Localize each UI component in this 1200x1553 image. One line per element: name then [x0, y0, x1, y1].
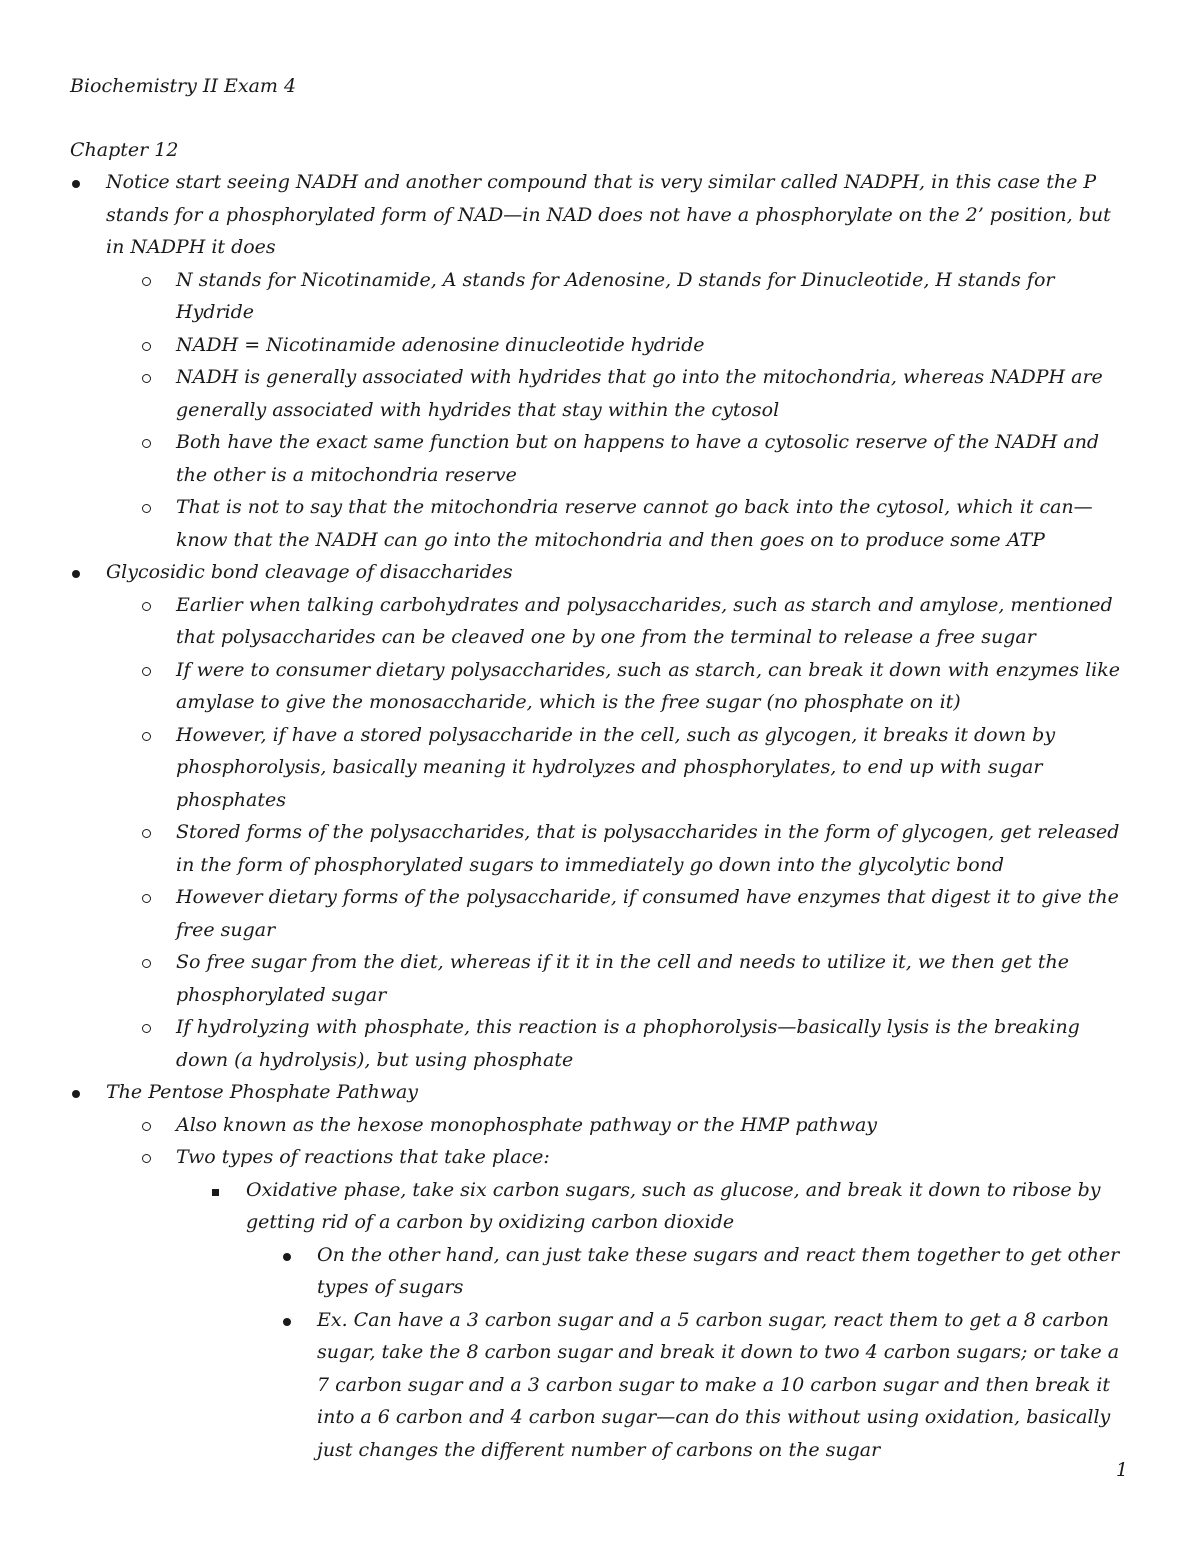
list-item-text: Oxidative phase, take six carbon sugars, such as glucose, and break it down to ribose by getting rid of a carbon by oxidizing carbon dioxide — [246, 1178, 1101, 1233]
bullet-icon — [72, 166, 80, 199]
list-item-text: However dietary forms of the polysaccharide, if consumed have enzymes that digest it to give the free sugar — [176, 886, 1119, 941]
circle-bullet-icon — [142, 1141, 151, 1174]
list-item — [106, 166, 1128, 264]
list-item-text: N stands for Nicotinamide, A stands for Adenosine, D stands for Dinucleotide, H stands for Hydride — [176, 268, 1055, 323]
list-item — [176, 491, 1128, 556]
list-item-text: The Pentose Phosphate Pathway — [106, 1081, 419, 1103]
bullet-icon — [283, 1239, 291, 1272]
circle-bullet-icon — [142, 329, 151, 362]
circle-bullet-icon — [142, 264, 151, 297]
circle-bullet-icon — [142, 881, 151, 914]
list-item-text: Also known as the hexose monophosphate pathway or the HMP pathway — [176, 1113, 878, 1136]
list-item — [176, 361, 1128, 426]
list-item-text: On the other hand, can just take these sugars and react them together to get other types of sugars — [317, 1243, 1120, 1298]
list-item-text: Two types of reactions that take place: — [176, 1146, 550, 1168]
list-item-text: However, if have a stored polysaccharide in the cell, such as glycogen, it breaks it down by phosphorolysis, basically meaning it hydrolyzes and phosphorylates, to end up with sugar phosphates — [176, 723, 1056, 811]
list-item — [246, 1174, 1128, 1239]
list-item — [106, 1076, 1128, 1109]
list-item — [176, 881, 1128, 946]
list-item — [176, 1011, 1128, 1076]
bullet-icon — [72, 556, 80, 589]
list-item — [106, 556, 1128, 589]
circle-bullet-icon — [142, 654, 151, 687]
list-item — [176, 654, 1128, 719]
list-item-text: Earlier when talking carbohydrates and polysaccharides, such as starch and amylose, mentioned that polysaccharides can be cleaved one by one from the terminal to release a free sugar — [176, 593, 1113, 648]
list-item — [317, 1239, 1128, 1304]
list-item-text: Stored forms of the polysaccharides, that is polysaccharides in the form of glycogen, get released in the form of phosphorylated sugars to immediately go down into the glycolytic bond — [176, 821, 1120, 876]
list-item — [176, 329, 1128, 362]
list-item-text: If were to consumer dietary polysaccharides, such as starch, can break it down with enzymes like amylase to give the monosaccharide, which is the free sugar (no phosphate on it) — [176, 658, 1121, 713]
list-item — [176, 816, 1128, 881]
list-item — [317, 1304, 1128, 1467]
list-item-text: NADH = Nicotinamide adenosine dinucleotide hydride — [176, 333, 705, 356]
list-item-text: So free sugar from the diet, whereas if it it in the cell and needs to utilize it, we then get the phosphorylated sugar — [176, 951, 1070, 1006]
list-item — [176, 946, 1128, 1011]
list-item-text: Ex. Can have a 3 carbon sugar and a 5 carbon sugar, react them to get a 8 carbon sugar, take the 8 carbon sugar and break it down to two 4 carbon sugars; or take a 7 carbon sugar and a 3 carbon sugar to make a 10 carbon sugar and then break it into a 6 carbon and 4 carbon sugar—can do this without using oxidation, basically just changes the different number of carbons on the sugar — [317, 1308, 1120, 1461]
list-item — [176, 1109, 1128, 1142]
list-item — [176, 719, 1128, 817]
list-item — [176, 1141, 1128, 1174]
circle-bullet-icon — [142, 816, 151, 849]
page-number: 1 — [1115, 1459, 1128, 1481]
list-item — [176, 589, 1128, 654]
circle-bullet-icon — [142, 426, 151, 459]
list-item — [176, 264, 1128, 329]
list-item-text: NADH is generally associated with hydrides that go into the mitochondria, whereas NADPH are generally associated with hydrides that stay within the cytosol — [176, 366, 1103, 421]
circle-bullet-icon — [142, 361, 151, 394]
list-item-text: Glycosidic bond cleavage of disaccharides — [106, 561, 513, 583]
list-item-text: Both have the exact same function but on happens to have a cytosolic reserve of the NADH and the other is a mitochondria reserve — [176, 431, 1100, 486]
document-title: Biochemistry II Exam 4 — [70, 75, 297, 97]
list-item-text: If hydrolyzing with phosphate, this reaction is a phophorolysis—basically lysis is the breaking down (a hydrolysis), but using phosphate — [176, 1016, 1080, 1071]
list-item-text: Notice start seeing NADH and another compound that is very similar called NADPH, in this case the P stands for a phosphorylated form of NAD—in NAD does not have a phosphorylate on the 2’ position, but in NADPH it does — [106, 171, 1111, 258]
circle-bullet-icon — [142, 589, 151, 622]
circle-bullet-icon — [142, 1109, 151, 1142]
circle-bullet-icon — [142, 719, 151, 752]
circle-bullet-icon — [142, 1011, 151, 1044]
circle-bullet-icon — [142, 491, 151, 524]
bullet-icon — [283, 1304, 291, 1337]
outline-list — [0, 166, 1200, 1466]
list-item — [176, 426, 1128, 491]
bullet-icon — [72, 1076, 80, 1109]
circle-bullet-icon — [142, 946, 151, 979]
list-item-text: That is not to say that the mitochondria reserve cannot go back into the cytosol, which it can—know that the NADH can go into the mitochondria and then goes on to produce some ATP — [176, 496, 1093, 551]
chapter-heading: Chapter 12 — [70, 139, 179, 161]
square-bullet-icon — [212, 1174, 219, 1207]
